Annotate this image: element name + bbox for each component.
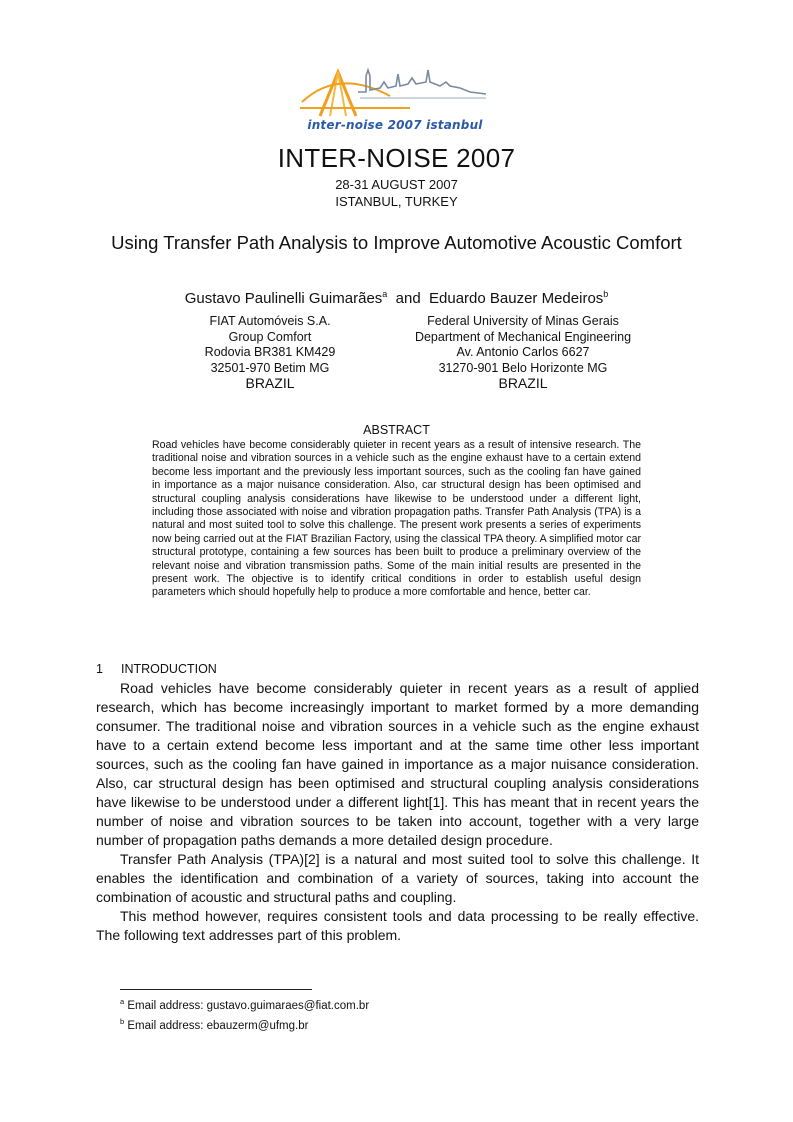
- conference-title: INTER-NOISE 2007: [277, 143, 516, 173]
- affiliation-line: Group Comfort: [228, 329, 312, 344]
- body-paragraph: This method however, requires consistent tools and data processing to be really effective. The following text addresses part of this problem.: [96, 908, 699, 943]
- bridge-skyline-icon: [300, 58, 490, 118]
- affiliation-line: 32501-970 Betim MG: [210, 360, 330, 375]
- body-paragraph: Road vehicles have become considerably quieter in recent years as a result of applied research, which has become increasingly important to market formed by a more demanding consumer. The traditional noise and vibration sources in a vehicle such as the engine exhaust have to a certain extend become less important and at the same time other less important sources, such as the cooling fan have gained in importance as a major nuisance consideration. Also, car structural design has been optimised and structural coupling analysis considerations have likewise to be understood under a different light[1]. This has meant that in recent years the number of noise and vibration sources to be taken into account, together with a very large number of propagation paths demands a more detailed design procedure.: [96, 680, 699, 848]
- footnote-divider: [120, 989, 312, 990]
- affiliation-line: FIAT Automóveis S.A.: [209, 314, 331, 328]
- affiliation-line: Department of Mechanical Engineering: [414, 329, 632, 344]
- affiliation-b: [393, 314, 653, 392]
- conference-logo: [300, 58, 490, 140]
- author-line: [0, 289, 793, 307]
- section-number: 1: [96, 662, 103, 676]
- affiliation-country: BRAZIL: [498, 375, 548, 391]
- paper-title: Using Transfer Path Analysis to Improve Automotive Acoustic Comfort: [111, 232, 682, 253]
- abstract-heading: ABSTRACT: [363, 423, 430, 437]
- conference-place: ISTANBUL, TURKEY: [335, 194, 458, 209]
- affiliation-a: [140, 314, 400, 392]
- affiliation-line: 31270-901 Belo Horizonte MG: [438, 360, 608, 375]
- author-b-mark: b: [603, 289, 609, 299]
- section-heading: [96, 662, 217, 676]
- author-a-name: Gustavo Paulinelli Guimarães: [184, 290, 383, 307]
- footnote-a-text: Email address: gustavo.guimaraes@fiat.com.br: [127, 999, 370, 1012]
- footnote-a-mark: a: [120, 997, 125, 1006]
- author-a-mark: a: [382, 289, 388, 299]
- body-paragraph: Transfer Path Analysis (TPA)[2] is a natural and most suited tool to solve this challenge. It enables the identification and combination of a variety of sources, taking into account the combination of acoustic and structural paths and coupling.: [96, 851, 699, 905]
- section-title: INTRODUCTION: [121, 662, 217, 676]
- conference-date: 28-31 AUGUST 2007: [335, 177, 458, 192]
- abstract-text: Road vehicles have become considerably quieter in recent years as a result of intensive research. The traditional noise and vibration sources in a vehicle such as the engine exhaust have to a certain extend become less important and the previously less important sources, such as the cooling fan have gained in importance as a major nuisance consideration. Also, car structural design has been optimised and structural coupling analysis considerations have likewise to be understood under a different light, including those associated with noise and vibration propagation paths. Transfer Path Analysis (TPA) is a natural and most suited tool to solve this challenge. The present work presents a series of experiments now being carried out at the FIAT Brazilian Factory, using the classical TPA theory. A simplified motor car structural prototype, containing a few sources has been built to produce a preliminary overview of the relevant noise and vibration transmission paths. Some of the main initial results are presented in the present work. The objective is to identify critical conditions in order to establish useful design parameters which should hopefully help to produce a more comfortable and hence, better car.: [152, 439, 641, 599]
- footnotes: [120, 994, 369, 1034]
- introduction-body: [96, 679, 699, 945]
- logo-text: inter-noise 2007 istanbul: [307, 118, 483, 132]
- footnote-a: [120, 994, 369, 1014]
- footnote-b: [120, 1014, 369, 1034]
- author-joiner: and: [395, 290, 421, 307]
- affiliation-line: Rodovia BR381 KM429: [204, 345, 336, 359]
- footnote-b-mark: b: [120, 1016, 125, 1026]
- footnote-b-text: Email address: ebauzerm@ufmg.br: [127, 1019, 309, 1032]
- affiliation-country: BRAZIL: [245, 375, 295, 391]
- author-b-name: Eduardo Bauzer Medeiros: [429, 290, 604, 307]
- affiliation-line: Av. Antonio Carlos 6627: [456, 345, 590, 359]
- affiliation-line: Federal University of Minas Gerais: [427, 314, 619, 328]
